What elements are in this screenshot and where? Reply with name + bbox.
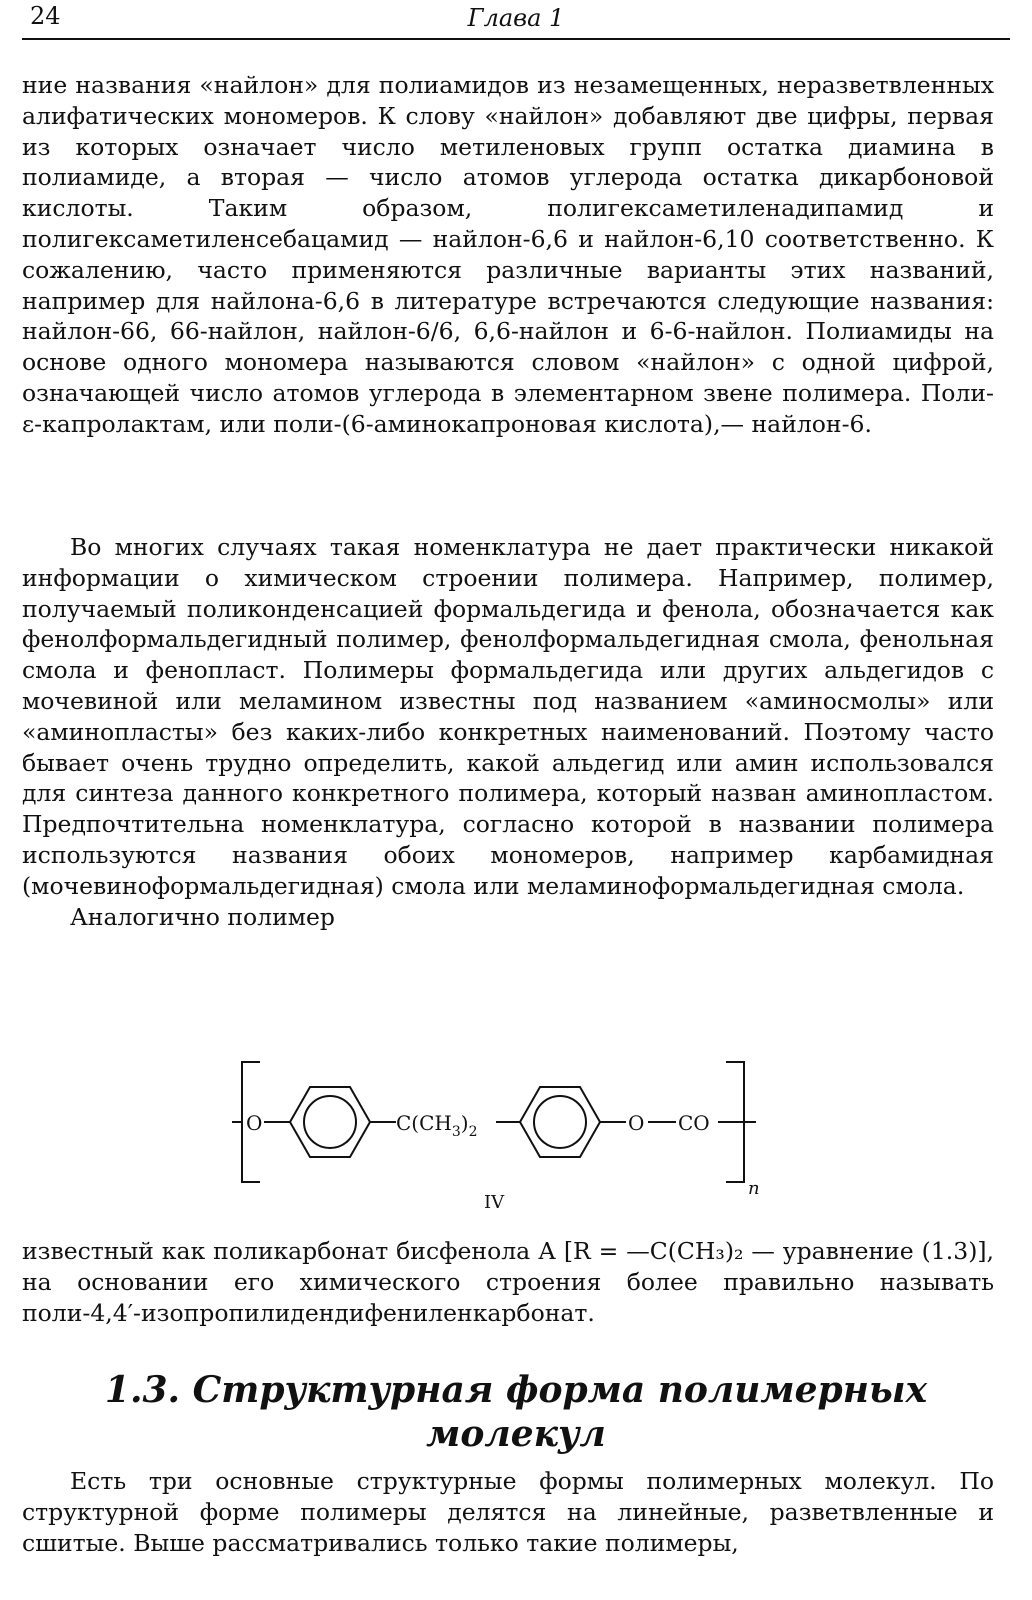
isopropylidene-bridge: $C(CH_3)_2$ <box>396 1111 478 1140</box>
text-block-structural-forms <box>22 1466 994 1558</box>
text-block-nylon-naming <box>22 70 994 440</box>
subscript-2: 2 <box>468 1124 478 1140</box>
chapter-title: Глава 1 <box>467 4 565 32</box>
benzene-ring-left-circle <box>304 1096 356 1148</box>
subscript-3: 3 <box>451 1124 461 1140</box>
paragraph-nylon-naming: ние названия «найлон» для полиамидов из незамещенных, неразветвленных алифатических мономеров. К слову «найлон» добавляют две цифры, первая из которых означает число метиленовых групп остатка диамина в полиамиде, а вторая — число атомов углерода остатка дикарбоновой кислоты. Таким образом, полигексаметиленадипамид и полигексаметиленсебацамид — найлон-6,6 и найлон-6,10 соответственно. К сожалению, часто применяются различные варианты этих названий, например для найлона-6,6 в литературе встречаются следующие названия: найлон-66, 66-найлон, найлон-6/6, 6,6-найлон и 6-6-найлон. Полиамиды на основе одного мономера называются словом «найлон» с одной цифрой, означающей число атомов углерода в элементарном звене полимера. Поли-ε-капролактам, или поли-(6-аминокапроновая кислота),— найлон-6. <box>22 71 994 438</box>
oxygen-right: O <box>628 1111 645 1135</box>
paragraph-structural-forms: Есть три основные структурные формы полимерных молекул. По структурной форме полимеры делятся на линейные, разветвленные и сшитые. Выше рассматривались только такие полимеры, <box>22 1467 994 1557</box>
running-header <box>22 0 1010 40</box>
paragraph-analogously: Аналогично полимер <box>70 902 335 931</box>
paragraph-nomenclature: Во многих случаях такая номенклатура не дает практически никакой информации о химическом строении полимера. Например, полимер, получаемый поликонденсацией формальдегида и фенола, обозначается как фенолформальдегидный полимер, фенолформальдегидная смола, фенольная смола и фенопласт. Полимеры формальдегида или других альдегидов с мочевиной или меламином известны под названием «аминосмолы» или «аминопласты» без каких-либо конкретных наименований. Поэтому часто бывает очень трудно определить, какой альдегид или амин использовался для синтеза данного конкретного полимера, который назван аминопластом. Предпочтительна номенклатура, согласно которой в названии полимера используются названия обоих мономеров, например карбамидная (мочевиноформальдегидная) смола или меламиноформальдегидная смола. <box>22 533 994 900</box>
benzene-ring-left <box>290 1087 370 1157</box>
section-heading-line-2: молекул <box>426 1413 606 1455</box>
benzene-ring-right <box>520 1087 600 1157</box>
repeat-subscript-n: n <box>748 1178 760 1199</box>
paragraph-polycarbonate: известный как поликарбонат бисфенола А [R = —C(CH₃)₂ — уравнение (1.3)], на основании его химического строения более правильно называть поли-4,4′-изопропилидендифениленкарбонат. <box>22 1237 994 1327</box>
section-heading <box>40 1368 992 1456</box>
text-block-polycarbonate <box>22 1236 994 1328</box>
benzene-ring-right-circle <box>534 1096 586 1148</box>
text-block-nomenclature <box>22 532 994 932</box>
section-heading-line-1: 1.3. Структурная форма полимерных <box>104 1369 928 1411</box>
polycarbonate-formula <box>220 1058 780 1218</box>
formula-label: IV <box>484 1192 505 1213</box>
carbonyl-group: CO <box>678 1111 710 1135</box>
oxygen-left: O <box>246 1111 263 1135</box>
page-number: 24 <box>30 2 61 30</box>
